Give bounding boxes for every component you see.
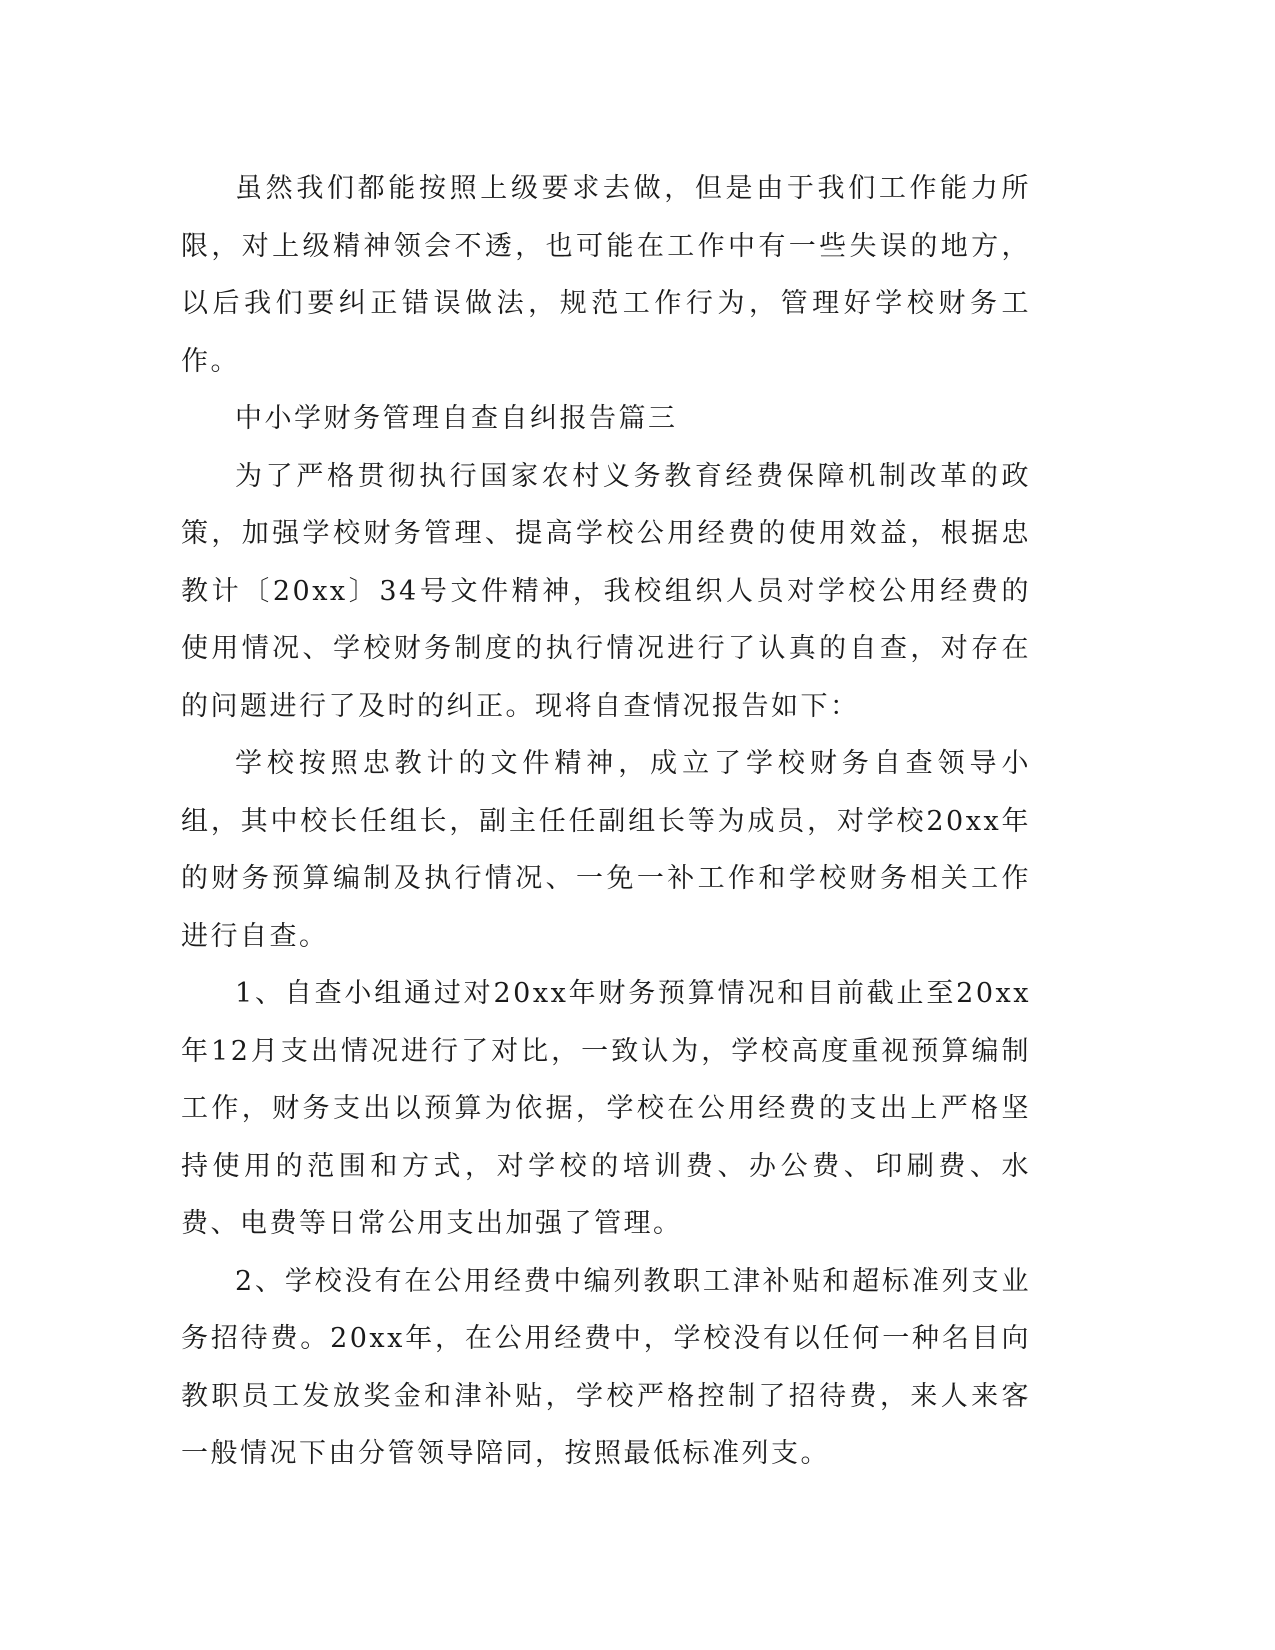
paragraph-self-check-group: 学校按照忠教计的文件精神，成立了学校财务自查领导小组，其中校长任组长，副主任任副组长等为成员，对学校20xx年的财务预算编制及执行情况、一免一补工作和学校财务相关工作进行自查。 [181,748,1031,952]
paragraph-closing-remarks: 虽然我们都能按照上级要求去做，但是由于我们工作能力所限，对上级精神领会不透，也可能在工作中有一些失误的地方，以后我们要纠正错误做法，规范工作行为，管理好学校财务工作。 [181,173,1031,377]
paragraph-introduction: 为了严格贯彻执行国家农村义务教育经费保障机制改革的政策，加强学校财务管理、提高学校公用经费的使用效益，根据忠教计〔20xx〕34号文件精神，我校组织人员对学校公用经费的使用情况、学校财务制度的执行情况进行了认真的自查，对存在的问题进行了及时的纠正。现将自查情况报告如下： [181,460,1031,722]
section-heading: 中小学财务管理自查自纠报告篇三 [235,403,678,434]
paragraph-item-1: 1、自查小组通过对20xx年财务预算情况和目前截止至20xx年12月支出情况进行了对比，一致认为，学校高度重视预算编制工作，财务支出以预算为依据，学校在公用经费的支出上严格坚持使用的范围和方式，对学校的培训费、办公费、印刷费、水费、电费等日常公用支出加强了管理。 [181,978,1031,1239]
document-body [181,160,1031,1483]
paragraph-item-2: 2、学校没有在公用经费中编列教职工津补贴和超标准列支业务招待费。20xx年，在公用经费中，学校没有以任何一种名目向教职员工发放奖金和津补贴，学校严格控制了招待费，来人来客一般情况下由分管领导陪同，按照最低标准列支。 [181,1265,1031,1469]
